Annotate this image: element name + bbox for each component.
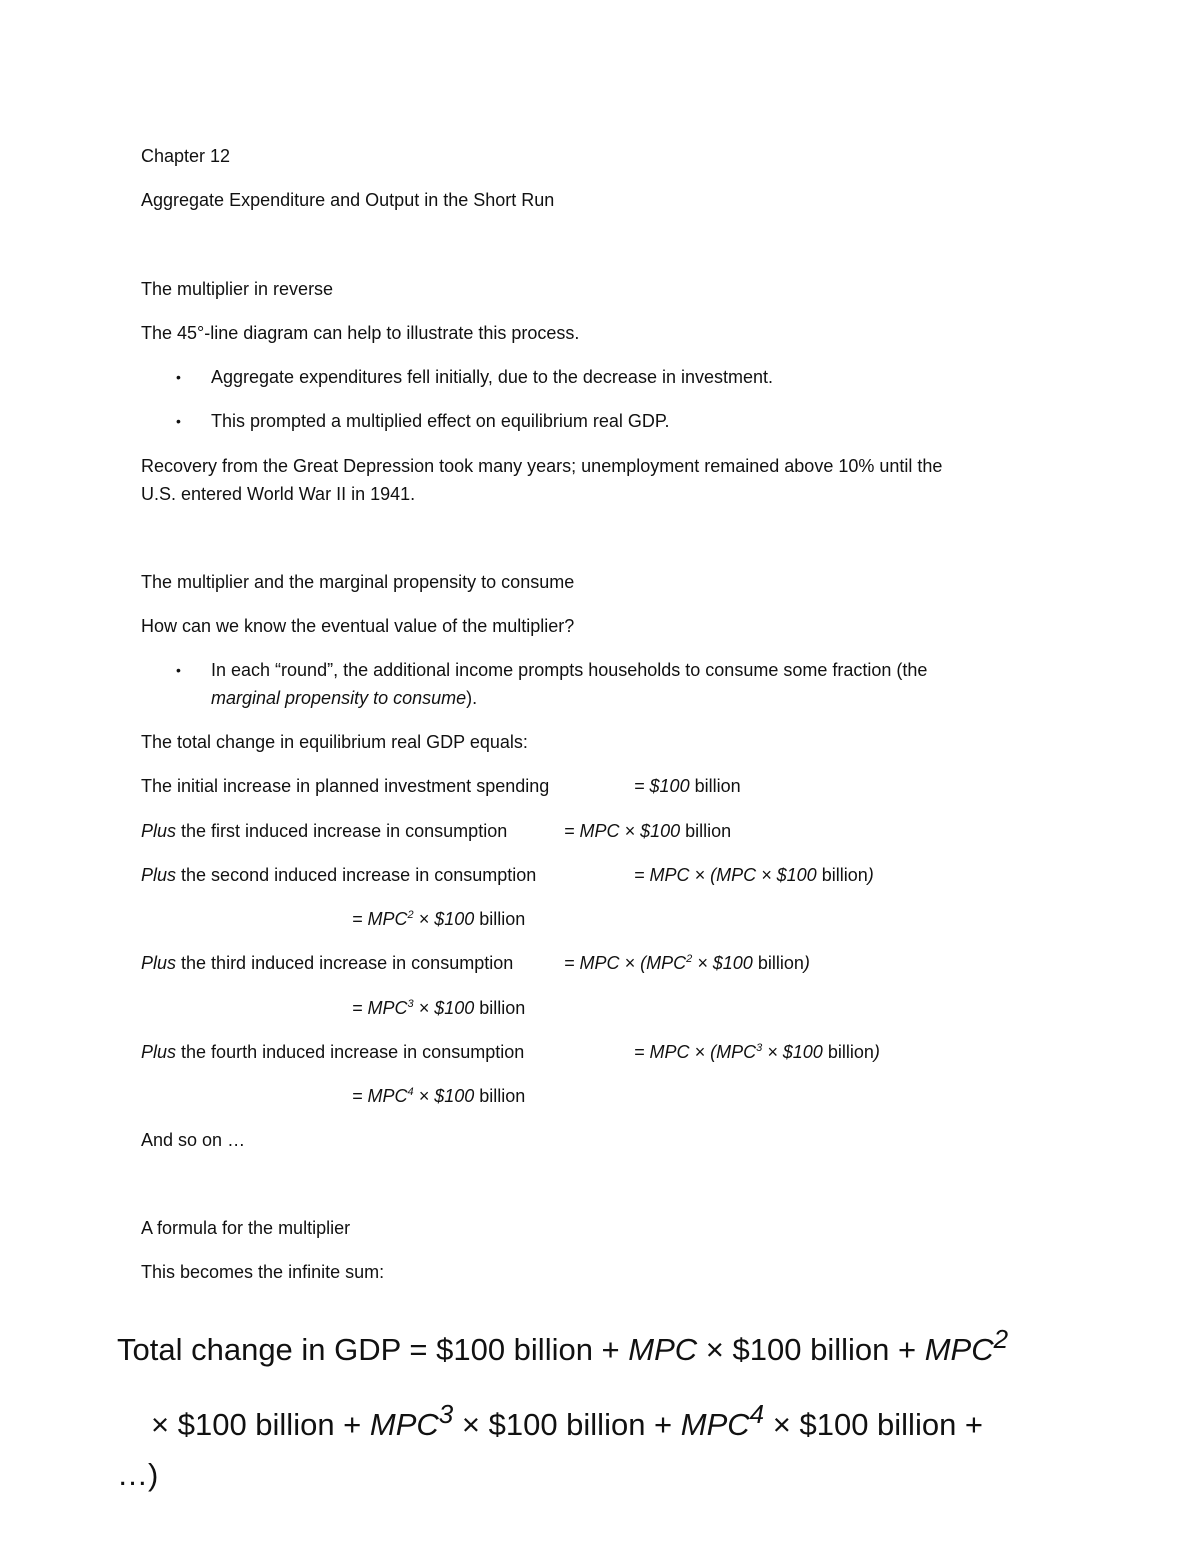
- formula-line3: …): [117, 1457, 159, 1492]
- bullet-marker: •: [176, 413, 181, 429]
- row-third-induced-result: = MPC$^3$ × $100 billion: [352, 998, 526, 1018]
- bullet-round-line2: [211, 686, 477, 710]
- bullet-item: Aggregate expenditures fell initially, due to the decrease in investment.: [211, 367, 773, 387]
- mpc-term: marginal propensity to consume: [211, 688, 467, 708]
- formula-line2: × $100 billion + $MPC^3$ × $100 billion + $MPC^4$ × $100 billion +: [151, 1399, 984, 1442]
- closing-text: ).: [466, 688, 478, 708]
- and-so-on-text: And so on …: [141, 1130, 246, 1150]
- chapter-label: Chapter 12: [141, 146, 231, 166]
- row-second-induced-label: Plus the second induced increase in consumption: [141, 865, 537, 885]
- section-heading-formula: A formula for the multiplier: [141, 1218, 351, 1238]
- paragraph-recovery-line2: U.S. entered World War II in 1941.: [141, 484, 416, 504]
- question-text: How can we know the eventual value of the multiplier?: [141, 616, 575, 636]
- row-initial-value: = $100 billion: [634, 776, 741, 796]
- row-third-induced-label: Plus the third induced increase in consumption: [141, 953, 514, 973]
- bullet-item: This prompted a multiplied effect on equilibrium real GDP.: [211, 411, 670, 431]
- paragraph-45-line: The 45°-line diagram can help to illustrate this process.: [141, 323, 580, 343]
- page-title: Aggregate Expenditure and Output in the Short Run: [141, 190, 555, 210]
- row-second-induced-result: = MPC$^2$ × $100 billion: [352, 909, 526, 929]
- row-fourth-induced-label: Plus the fourth induced increase in consumption: [141, 1042, 525, 1062]
- paragraph-recovery-line1: Recovery from the Great Depression took many years; unemployment remained above 10% until the: [141, 456, 943, 476]
- bullet-round-line1: In each “round”, the additional income prompts households to consume some fraction (the: [211, 660, 928, 680]
- row-fourth-induced-value: = MPC × (MPC$^3$ × $100 billion): [634, 1042, 880, 1062]
- bullet-marker: •: [176, 369, 181, 385]
- row-second-induced-value: = MPC × (MPC × $100 billion): [634, 865, 874, 885]
- row-first-induced-label: Plus the first induced increase in consumption: [141, 821, 508, 841]
- section-heading-mpc: The multiplier and the marginal propensity to consume: [141, 572, 575, 592]
- bullet-marker: •: [176, 662, 181, 678]
- row-third-induced-value: = MPC × (MPC$^2$ × $100 billion): [564, 953, 810, 973]
- row-first-induced-value: = MPC × $100 billion: [564, 821, 732, 841]
- formula-line1: Total change in GDP = $100 billion + MPC × $100 billion + $MPC^2$: [117, 1324, 1009, 1367]
- infinite-sum-intro: This becomes the infinite sum:: [141, 1262, 385, 1282]
- total-change-intro: The total change in equilibrium real GDP equals:: [141, 732, 528, 752]
- section-heading-reverse: The multiplier in reverse: [141, 279, 334, 299]
- row-initial-label: The initial increase in planned investment spending: [141, 776, 550, 796]
- row-fourth-induced-result: = MPC$^4$ × $100 billion: [352, 1086, 526, 1106]
